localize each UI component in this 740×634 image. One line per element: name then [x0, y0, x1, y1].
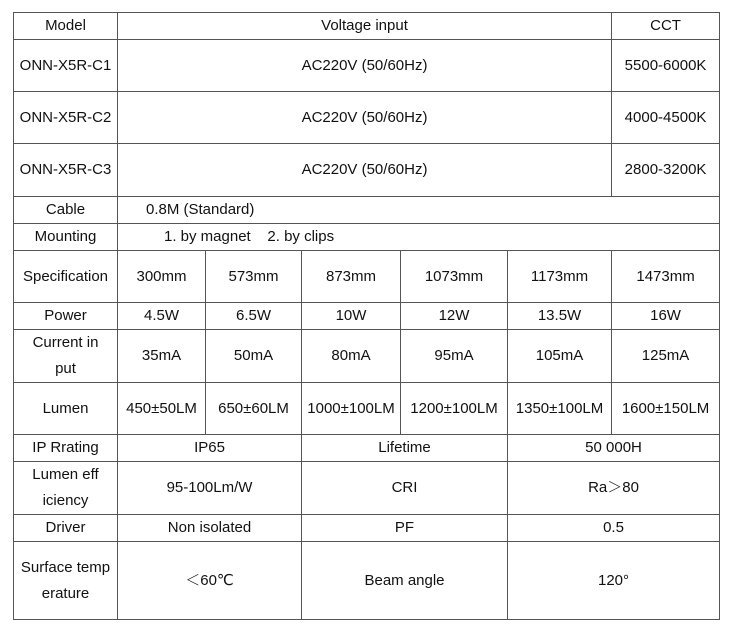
- spec-table: [13, 12, 720, 620]
- current-row: [14, 330, 720, 383]
- power-label: Power: [14, 303, 118, 330]
- spec-value: 300mm: [118, 251, 206, 303]
- model-voltage: AC220V (50/60Hz): [118, 40, 612, 92]
- mounting-row: [14, 224, 720, 251]
- beam-angle-label: Beam angle: [302, 542, 508, 620]
- ip-value: IP65: [118, 435, 302, 462]
- surface-value: ＜60℃: [118, 542, 302, 620]
- header-model: Model: [14, 13, 118, 40]
- lifetime-label: Lifetime: [302, 435, 508, 462]
- power-value: 6.5W: [206, 303, 302, 330]
- efficiency-label-text: Lumen efficiency: [32, 466, 99, 509]
- lumen-value: 1200±100LM: [401, 383, 508, 435]
- lumen-value: 450±50LM: [118, 383, 206, 435]
- current-value: 80mA: [302, 330, 401, 383]
- ip-label: IP Rrating: [14, 435, 118, 462]
- power-value: 13.5W: [508, 303, 612, 330]
- model-row: [14, 92, 720, 144]
- current-label-text: Current input: [32, 334, 99, 377]
- pf-value: 0.5: [508, 515, 720, 542]
- model-name: ONN-X5R-C2: [14, 92, 118, 144]
- lumen-row: [14, 383, 720, 435]
- spec-value: 573mm: [206, 251, 302, 303]
- power-row: [14, 303, 720, 330]
- current-label: [14, 330, 118, 383]
- lumen-value: 1000±100LM: [302, 383, 401, 435]
- cable-label: Cable: [14, 197, 118, 224]
- model-row: [14, 40, 720, 92]
- specification-label: Specification: [14, 251, 118, 303]
- spec-value: 1073mm: [401, 251, 508, 303]
- lifetime-value: 50 000H: [508, 435, 720, 462]
- model-name: ONN-X5R-C1: [14, 40, 118, 92]
- model-cct: 2800-3200K: [612, 144, 720, 197]
- surface-label: Surface temperature: [14, 542, 118, 620]
- current-value: 125mA: [612, 330, 720, 383]
- model-name: ONN-X5R-C3: [14, 144, 118, 197]
- cri-value: Ra＞80: [508, 462, 720, 515]
- model-row: [14, 144, 720, 197]
- lumen-value: 1600±150LM: [612, 383, 720, 435]
- power-value: 4.5W: [118, 303, 206, 330]
- current-value: 105mA: [508, 330, 612, 383]
- driver-value: Non isolated: [118, 515, 302, 542]
- header-voltage: Voltage input: [118, 13, 612, 40]
- model-cct: 5500-6000K: [612, 40, 720, 92]
- model-voltage: AC220V (50/60Hz): [118, 92, 612, 144]
- power-value: 12W: [401, 303, 508, 330]
- power-value: 10W: [302, 303, 401, 330]
- mounting-label: Mounting: [14, 224, 118, 251]
- cable-value: 0.8M (Standard): [118, 197, 720, 224]
- lumen-value: 650±60LM: [206, 383, 302, 435]
- efficiency-row: [14, 462, 720, 515]
- model-voltage: AC220V (50/60Hz): [118, 144, 612, 197]
- mounting-value: 1. by magnet 2. by clips: [118, 224, 720, 251]
- current-value: 35mA: [118, 330, 206, 383]
- pf-label: PF: [302, 515, 508, 542]
- efficiency-label: [14, 462, 118, 515]
- spec-value: 873mm: [302, 251, 401, 303]
- model-cct: 4000-4500K: [612, 92, 720, 144]
- current-value: 95mA: [401, 330, 508, 383]
- current-value: 50mA: [206, 330, 302, 383]
- cable-row: [14, 197, 720, 224]
- spec-value: 1473mm: [612, 251, 720, 303]
- surface-row: [14, 542, 720, 620]
- cri-label: CRI: [302, 462, 508, 515]
- lumen-value: 1350±100LM: [508, 383, 612, 435]
- header-row: [14, 13, 720, 40]
- driver-label: Driver: [14, 515, 118, 542]
- lumen-label: Lumen: [14, 383, 118, 435]
- power-value: 16W: [612, 303, 720, 330]
- specification-row: [14, 251, 720, 303]
- header-cct: CCT: [612, 13, 720, 40]
- ip-row: [14, 435, 720, 462]
- spec-value: 1173mm: [508, 251, 612, 303]
- driver-row: [14, 515, 720, 542]
- efficiency-value: 95-100Lm/W: [118, 462, 302, 515]
- beam-angle-value: 120°: [508, 542, 720, 620]
